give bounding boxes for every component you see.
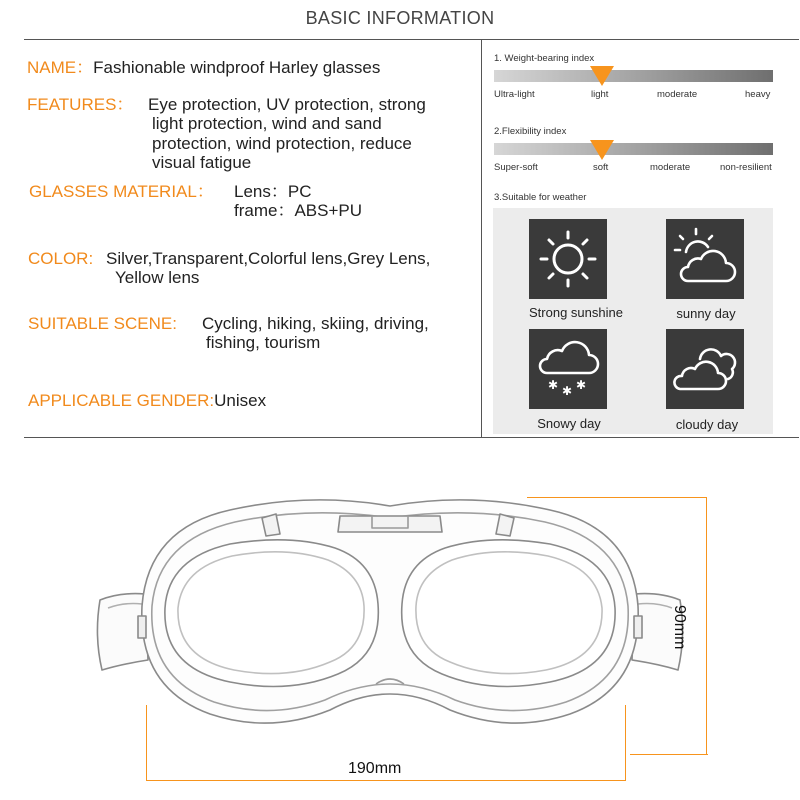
weight-index-bar	[494, 70, 773, 82]
width-dim-line	[146, 780, 626, 781]
snow-cloud-icon	[529, 329, 607, 409]
width-dim-right	[625, 705, 626, 781]
features-value-rest: light protection, wind and sand protection, wind protection, reduce visual fatigue	[152, 114, 412, 172]
top-divider	[24, 39, 799, 40]
flex-index-bar	[494, 143, 773, 155]
flex-label-soft: soft	[593, 162, 609, 173]
weather-label-sunny-day: sunny day	[676, 306, 736, 321]
features-label: FEATURES：	[27, 95, 134, 114]
weight-index-title: 1. Weight-bearing index	[494, 53, 595, 64]
weight-label-moderate: moderate	[657, 89, 698, 100]
vertical-divider	[481, 40, 482, 437]
flex-index-title: 2.Flexibility index	[494, 126, 567, 137]
scene-row	[28, 314, 429, 352]
height-dim-top	[527, 497, 707, 498]
weight-index-marker	[590, 66, 614, 86]
weather-label-cloudy-day: cloudy day	[675, 417, 739, 432]
features-row	[27, 95, 426, 172]
height-dim-bottom	[630, 754, 708, 755]
sun-icon	[529, 219, 607, 299]
flex-label-nonresilient: non-resilient	[720, 162, 772, 173]
weather-label-strong-sunshine: Strong sunshine	[529, 305, 623, 320]
material-lens: Lens：PC	[234, 182, 312, 201]
flex-label-supersoft: Super-soft	[494, 162, 538, 173]
material-row	[29, 182, 363, 220]
color-value-line2: Yellow lens	[115, 268, 200, 287]
material-frame: frame：ABS+PU	[234, 201, 363, 220]
scene-value-line2: fishing, tourism	[206, 333, 321, 352]
weight-label-ultralight: Ultra-light	[494, 89, 535, 100]
scene-value-line1: Cycling, hiking, skiing, driving,	[202, 314, 429, 333]
svg-text:✱: ✱	[548, 378, 559, 392]
weather-label-snowy-day: Snowy day	[537, 416, 601, 431]
flex-label-moderate: moderate	[650, 162, 691, 173]
svg-text:✱: ✱	[562, 384, 573, 398]
color-label: COLOR:	[28, 249, 94, 268]
name-value: Fashionable windproof Harley glasses	[93, 58, 381, 77]
gender-label: APPLICABLE GENDER:	[28, 391, 215, 410]
gender-row	[28, 391, 266, 411]
features-value-first-line: Eye protection, UV protection, strong	[148, 95, 426, 114]
color-row	[28, 249, 431, 287]
scene-label: SUITABLE SCENE:	[28, 314, 177, 333]
flex-index-marker	[590, 140, 614, 160]
weight-label-light: light	[591, 89, 609, 100]
name-label: NAME：	[27, 58, 94, 77]
partly-sunny-icon	[666, 219, 744, 299]
weight-label-heavy: heavy	[745, 89, 771, 100]
name-row	[27, 58, 380, 78]
bottom-divider	[24, 437, 799, 438]
material-label: GLASSES MATERIAL：	[29, 182, 214, 201]
gender-value: Unisex	[214, 391, 267, 410]
clouds-icon	[666, 329, 744, 409]
weather-title: 3.Suitable for weather	[494, 192, 587, 203]
goggles-illustration	[90, 488, 690, 748]
width-dim-label: 190mm	[348, 760, 402, 777]
color-value-line1: Silver,Transparent,Colorful lens,Grey Lens,	[106, 249, 431, 268]
svg-text:✱: ✱	[576, 378, 587, 392]
width-dim-left	[146, 705, 147, 781]
height-dim-label: 90mm	[671, 605, 688, 650]
height-dim-line	[706, 497, 707, 755]
page-title: BASIC INFORMATION	[305, 8, 495, 28]
